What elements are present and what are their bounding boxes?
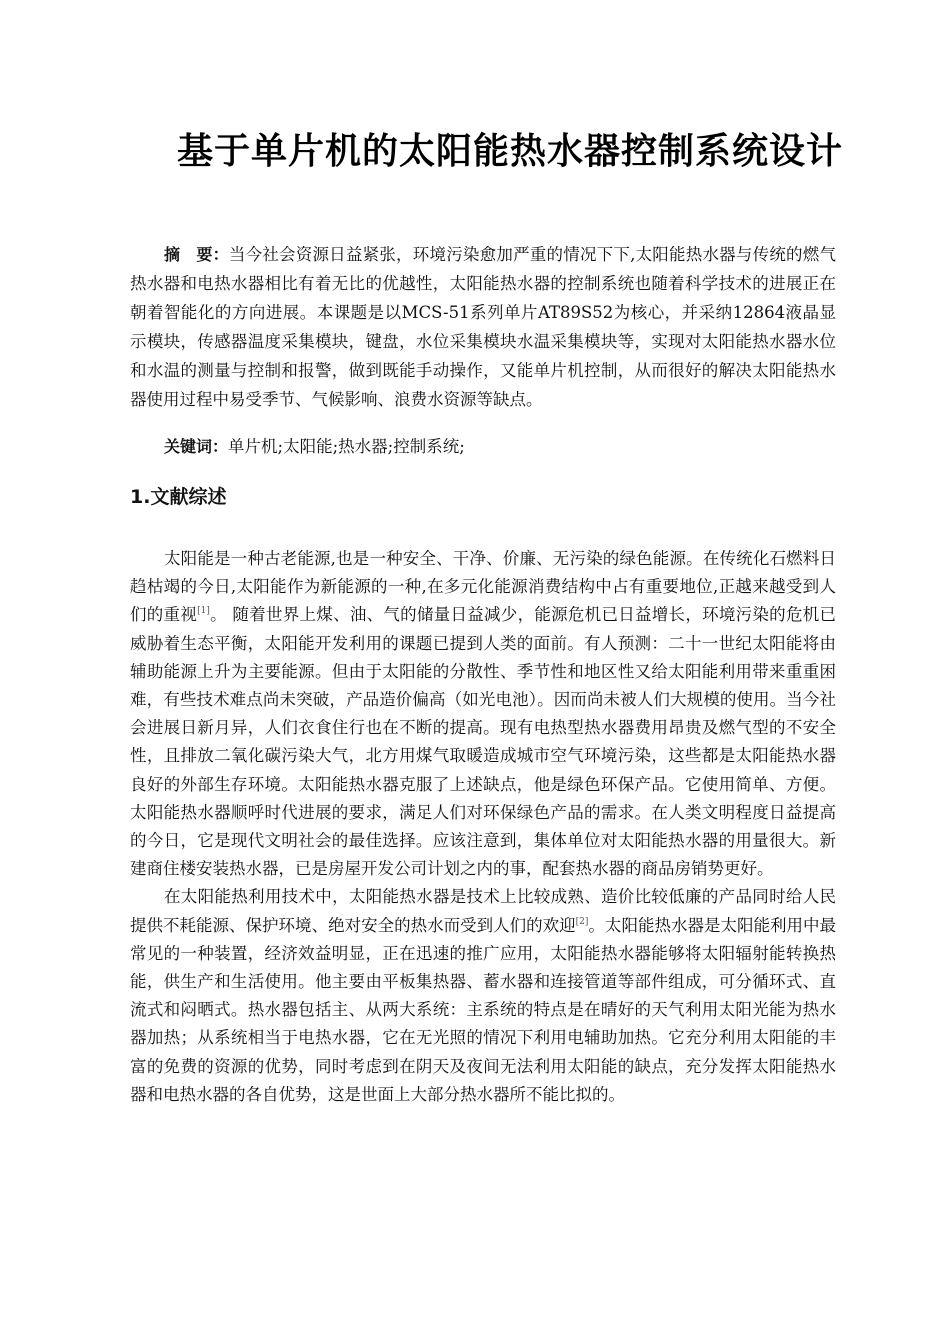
paragraph-1-text-b: 。 随着世界上煤、油、气的储量日益减少，能源危机已日益增长，环境污染的危机已威胁着生态平衡，太阳能开发利用的课题已提到人类的面前。有人预测：二十一世纪太阳能将由辅助能源上升为主要能源。但由于太阳能的分散性、季节性和地区性又给太阳能利用带来重重困难，有些技术难点尚未突破，产品造价偏高（如光电池）。因而尚未被人们大规模的使用。当今社会进展日新月异，人们衣食住行也在不断的提高。现有电热型热水器费用昂贵及燃气型的不安全性，且排放二氧化碳污染大气，北方用煤气取暖造成城市空气环境污染，这些都是太阳能热水器良好的外部生存环境。太阳能热水器克服了上述缺点，他是绿色环保产品。它使用简单、方便。太阳能热水器顺呼时代进展的要求，满足人们对环保绿色产品的需求。在人类文明程度日益提高的今日，它是现代文明社会的最佳选择。应该注意到，集体单位对太阳能热水器的用量很大。新建商住楼安装热水器，已是房屋开发公司计划之内的事，配套热水器的商品房销势更好。	[130, 605, 837, 879]
abstract	[130, 240, 836, 414]
body-text	[130, 545, 836, 1109]
citation-2: [2]	[575, 916, 589, 927]
keywords	[164, 433, 844, 461]
abstract-text: 当今社会资源日益紧张，环境污染愈加严重的情况下下,太阳能热水器与传统的燃气热水器和电热水器相比有着无比的优越性，太阳能热水器的控制系统也随着科学技术的进展正在朝着智能化的方向进展。本课题是以MCS-51系列单片AT89S52为核心，并采纳12864液晶显示模块，传感器温度采集模块，键盘，水位采集模块水温采集模块等，实现对太阳能热水器水位和水温的测量与控制和报警，做到既能手动操作，又能单片机控制，从而很好的解决太阳能热水器使用过程中易受季节、气候影响、浪费水资源等缺点。	[130, 245, 836, 409]
paragraph-1	[130, 545, 836, 883]
paragraph-2	[130, 883, 836, 1109]
paragraph-2-text-a: 在太阳能热利用技术中，太阳能热水器是技术上比较成熟、造价比较低廉的产品同时给人民提供不耗能源、保护环境、绝对安全的热水而受到人们的欢迎	[130, 887, 836, 935]
keywords-label: 关键词：	[164, 437, 229, 456]
paragraph-2-text-b: 。太阳能热水器是太阳能利用中最常见的一种装置，经济效益明显，正在迅速的推广应用，太阳能热水器能够将太阳辐射能转换热能，供生产和生活使用。他主要由平板集热器、蓄水器和连接管道等部件组成，可分循环式、直流式和闷晒式。热水器包括主、从两大系统：主系统的特点是在晴好的天气利用太阳光能为热水器加热；从系统相当于电热水器，它在无光照的情况下利用电辅助加热。它充分利用太阳能的丰富的免费的资源的优势，同时考虑到在阴天及夜间无法利用太阳能的缺点，充分发挥太阳能热水器和电热水器的各自优势，这是世面上大部分热水器所不能比拟的。	[130, 915, 837, 1104]
paragraph-1-text-a: 太阳能是一种古老能源,也是一种安全、干净、价廉、无污染的绿色能源。在传统化石燃料日趋枯竭的今日,太阳能作为新能源的一种,在多元化能源消费结构中占有重要地位,正越来越受到人们的重视	[130, 549, 836, 625]
section-heading: 1.文献综述	[130, 486, 227, 508]
abstract-label: 摘 要：	[164, 245, 229, 264]
keywords-text: 单片机;太阳能;热水器;控制系统;	[228, 437, 465, 456]
citation-1: [1]	[197, 606, 210, 617]
document-title: 基于单片机的太阳能热水器控制系统设计	[176, 131, 843, 172]
